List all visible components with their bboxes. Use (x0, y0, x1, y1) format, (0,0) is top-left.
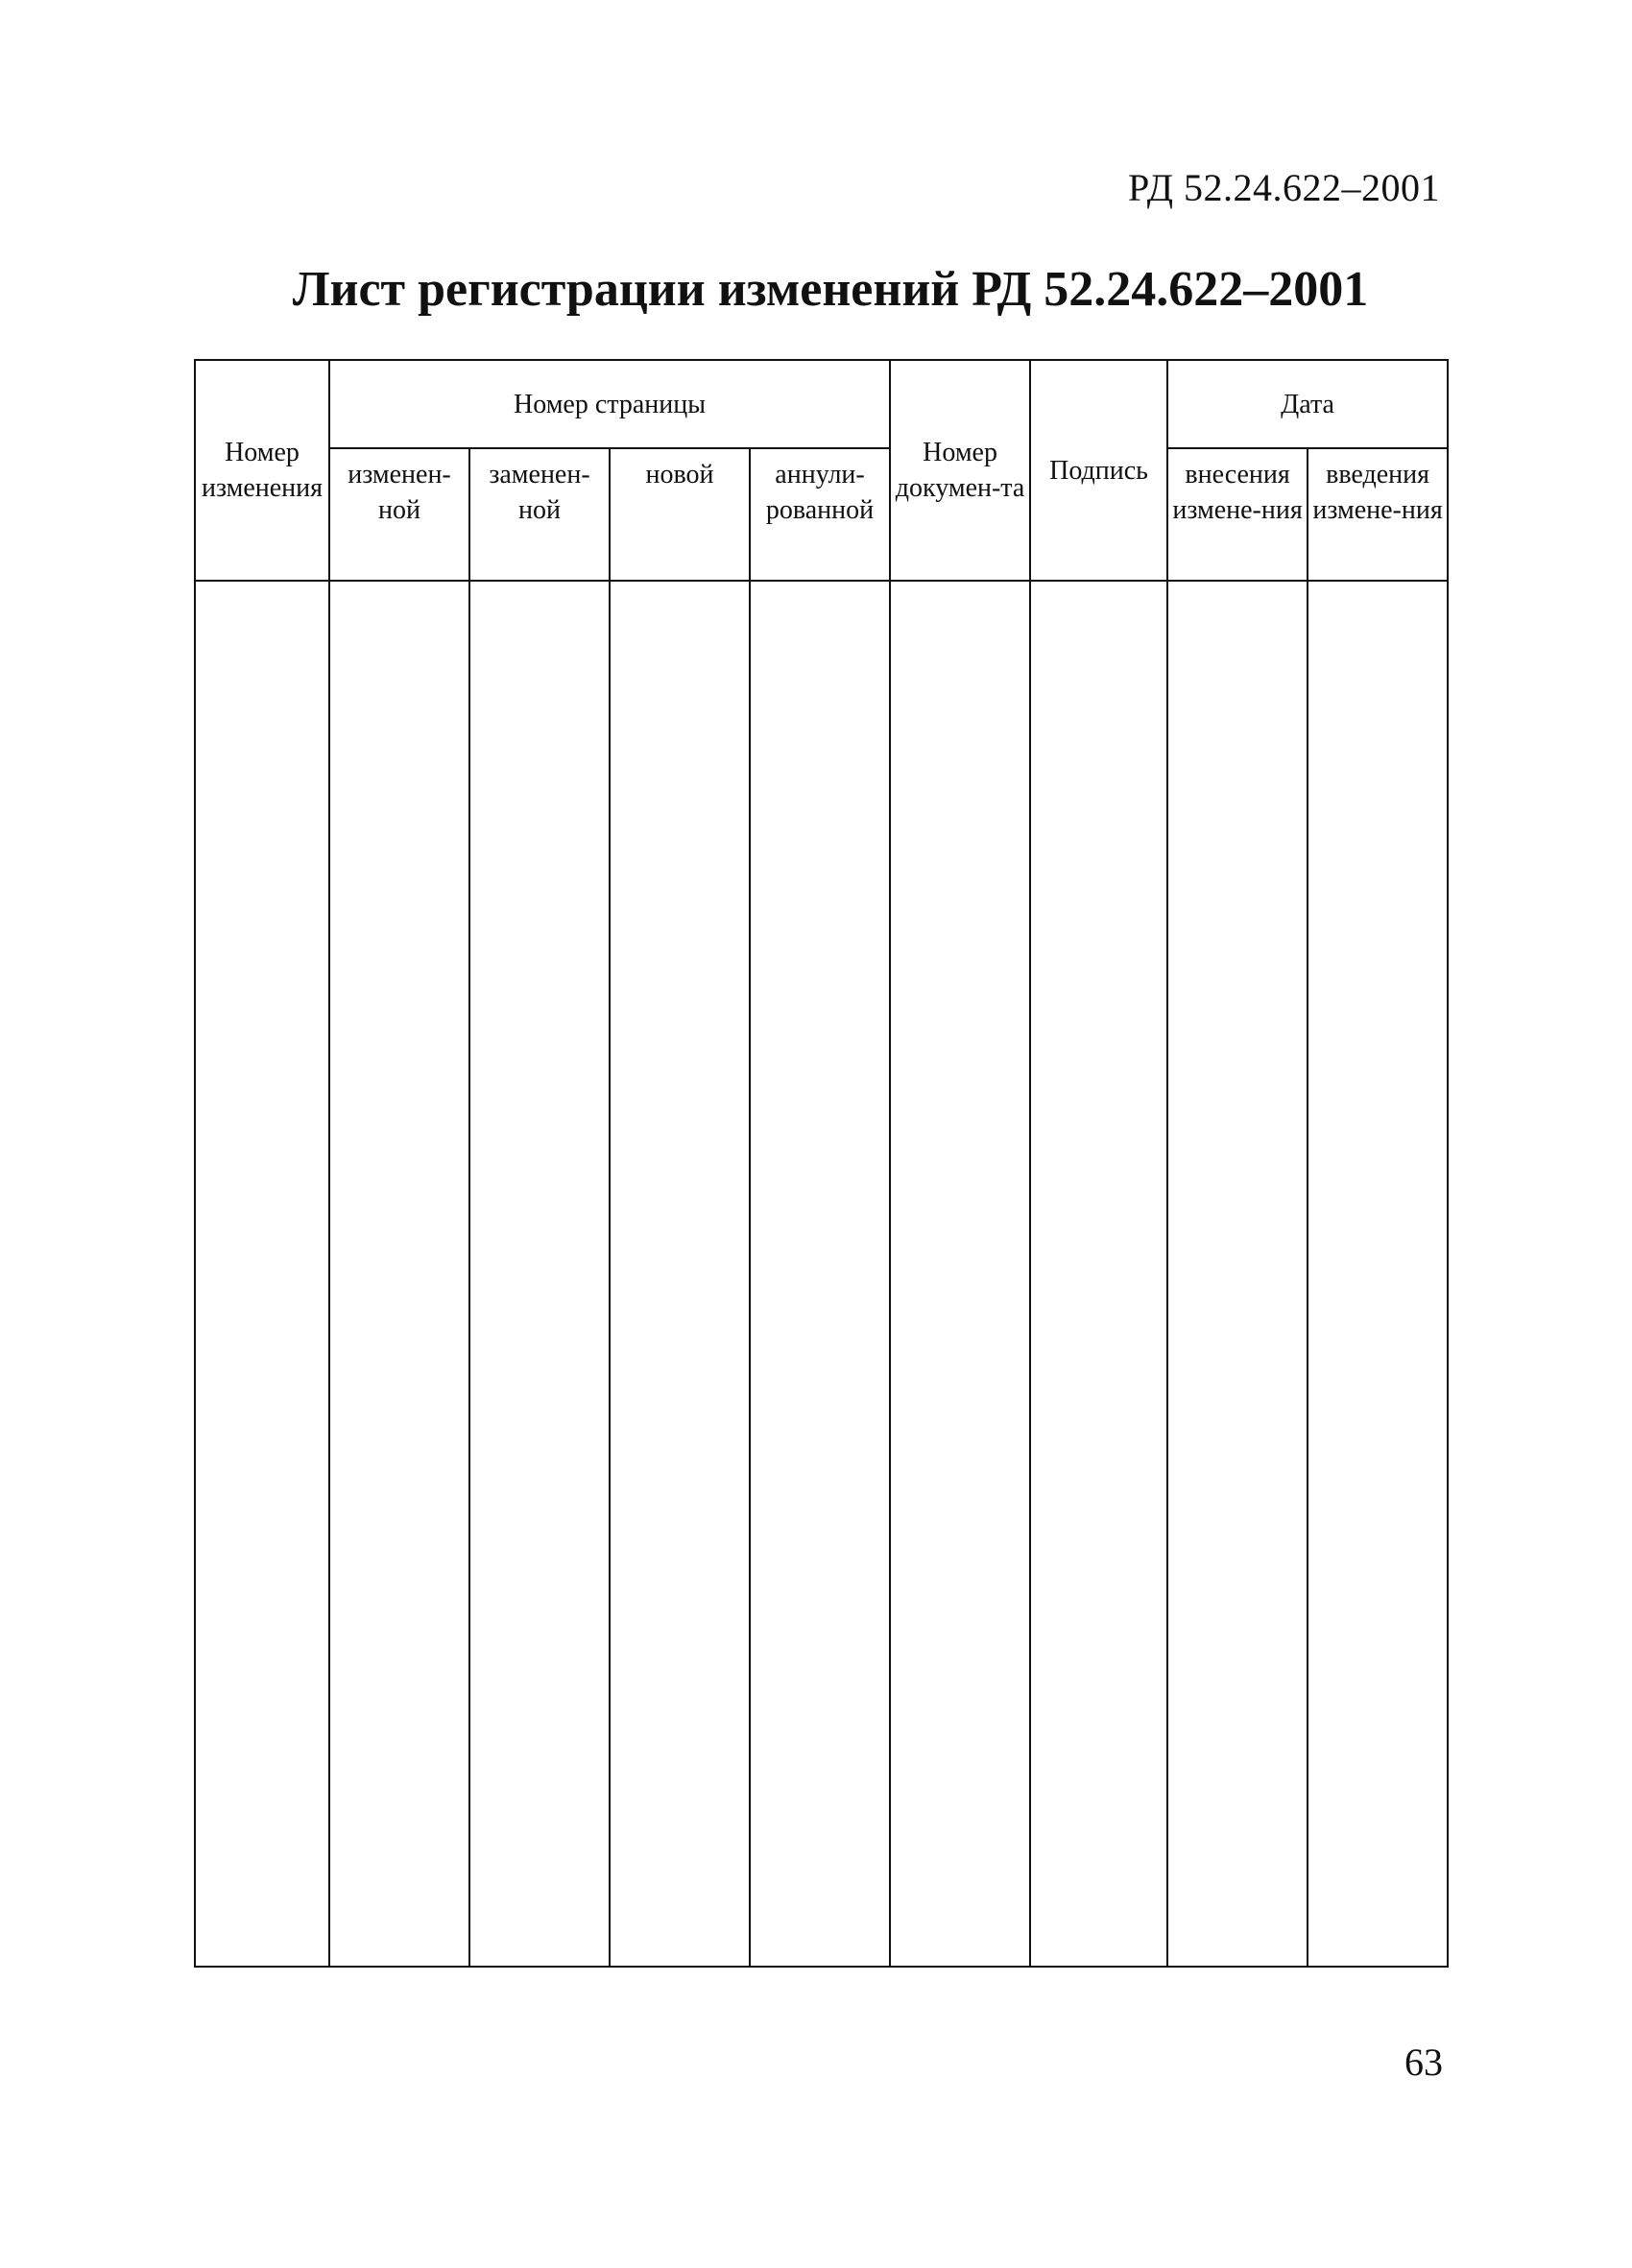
body-cell-date-entry (1167, 581, 1308, 1967)
body-cell-change-number (195, 581, 329, 1967)
header-changed: изменен-ной (329, 448, 469, 581)
header-signature: Подпись (1030, 360, 1167, 581)
page-number: 63 (1404, 2041, 1443, 2084)
change-registration-table (194, 359, 1449, 1968)
header-annulled: аннули-рованной (750, 448, 890, 581)
body-cell-replaced (469, 581, 610, 1967)
body-cell-annulled (750, 581, 890, 1967)
header-replaced: заменен-ной (469, 448, 610, 581)
body-cell-date-introduction (1308, 581, 1448, 1967)
body-cell-new (610, 581, 750, 1967)
header-date: Дата (1167, 360, 1448, 448)
header-date-entry: внесения измене-ния (1167, 448, 1308, 581)
header-new: новой (610, 448, 750, 581)
page-title: Лист регистрации изменений РД 52.24.622–2001 (292, 262, 1369, 317)
body-cell-document-number (890, 581, 1030, 1967)
body-cell-changed (329, 581, 469, 1967)
body-cell-signature (1030, 581, 1167, 1967)
header-date-introduction: введения измене-ния (1308, 448, 1448, 581)
header-document-number: Номер докумен-та (890, 360, 1030, 581)
document-code: РД 52.24.622–2001 (1127, 166, 1440, 209)
header-change-number: Номер изменения (195, 360, 329, 581)
header-page-number: Номер страницы (329, 360, 890, 448)
